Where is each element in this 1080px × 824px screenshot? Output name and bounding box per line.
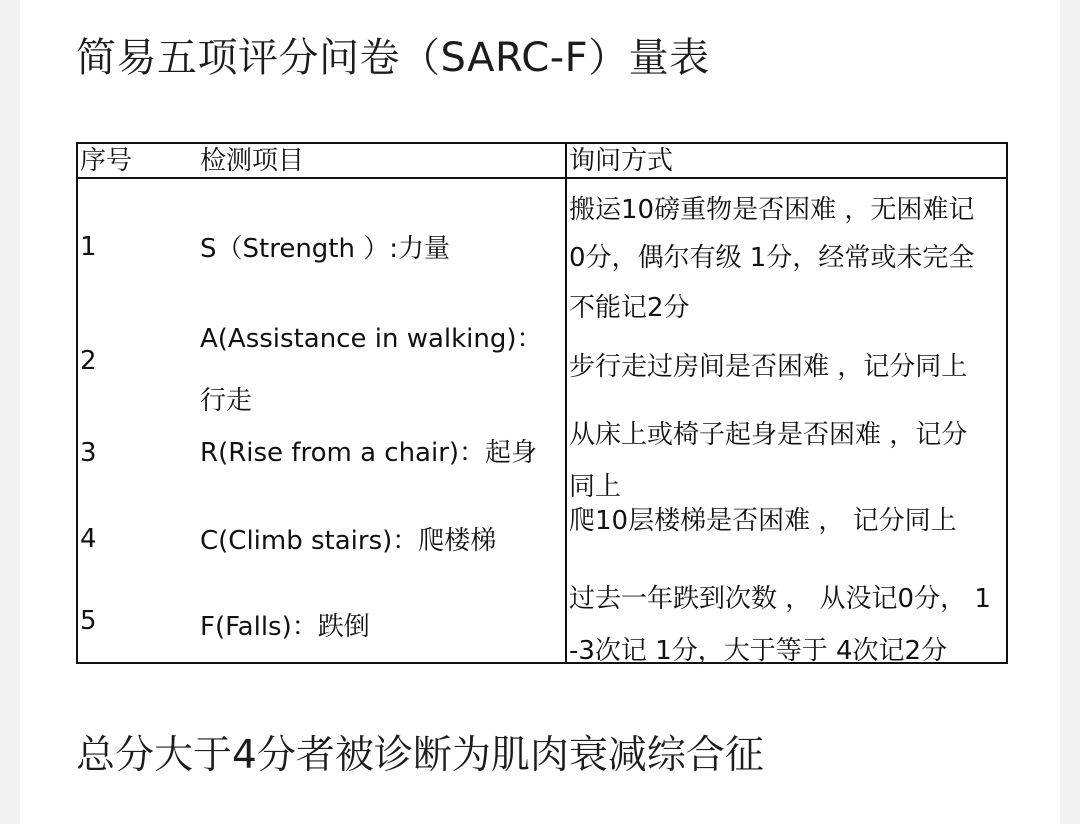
row-2-number: 2 xyxy=(80,346,97,376)
conclusion-text: 总分大于4分者被诊断为肌肉衰减综合征 xyxy=(76,733,764,778)
row-5-method-line-1: 过去一年跌到次数 ， 从没记0分， 1 xyxy=(569,584,991,614)
row-2-item-line-1: A(Assistance in walking)： xyxy=(200,324,543,354)
document-page xyxy=(20,0,1060,824)
sarcf-table xyxy=(76,142,1008,664)
column-divider xyxy=(565,142,567,662)
row-2-method: 步行走过房间是否困难 ，记分同上 xyxy=(569,352,968,382)
row-1-method-line-3: 不能记2分 xyxy=(569,293,690,323)
row-2-item-line-2: 行走 xyxy=(200,386,253,416)
row-1-method-line-2: 0分，偶尔有级 1分，经常或未完全 xyxy=(569,243,975,273)
header-item: 检测项目 xyxy=(200,146,305,176)
row-3-item: R(Rise from a chair)：起身 xyxy=(200,438,538,468)
row-4-method: 爬10层楼梯是否困难 ， 记分同上 xyxy=(569,506,957,536)
row-1-number: 1 xyxy=(80,232,97,262)
row-4-item: C(Climb stairs)：爬楼梯 xyxy=(200,526,497,556)
page-title: 简易五项评分问卷（SARC-F）量表 xyxy=(76,35,710,81)
header-number: 序号 xyxy=(80,146,133,176)
header-method: 询问方式 xyxy=(569,146,674,176)
row-5-item: F(Falls)：跌倒 xyxy=(200,612,370,642)
row-3-method-line-2: 同上 xyxy=(569,472,622,502)
row-1-item: S（Strength ）:力量 xyxy=(200,234,450,264)
row-5-number: 5 xyxy=(80,606,97,636)
row-3-method-line-1: 从床上或椅子起身是否困难 ，记分 xyxy=(569,420,968,450)
row-3-number: 3 xyxy=(80,438,97,468)
row-5-method-line-2: -3次记 1分，大于等于 4次记2分 xyxy=(569,636,948,666)
row-1-method-line-1: 搬运10磅重物是否困难 ，无困难记 xyxy=(569,195,975,225)
row-4-number: 4 xyxy=(80,524,97,554)
